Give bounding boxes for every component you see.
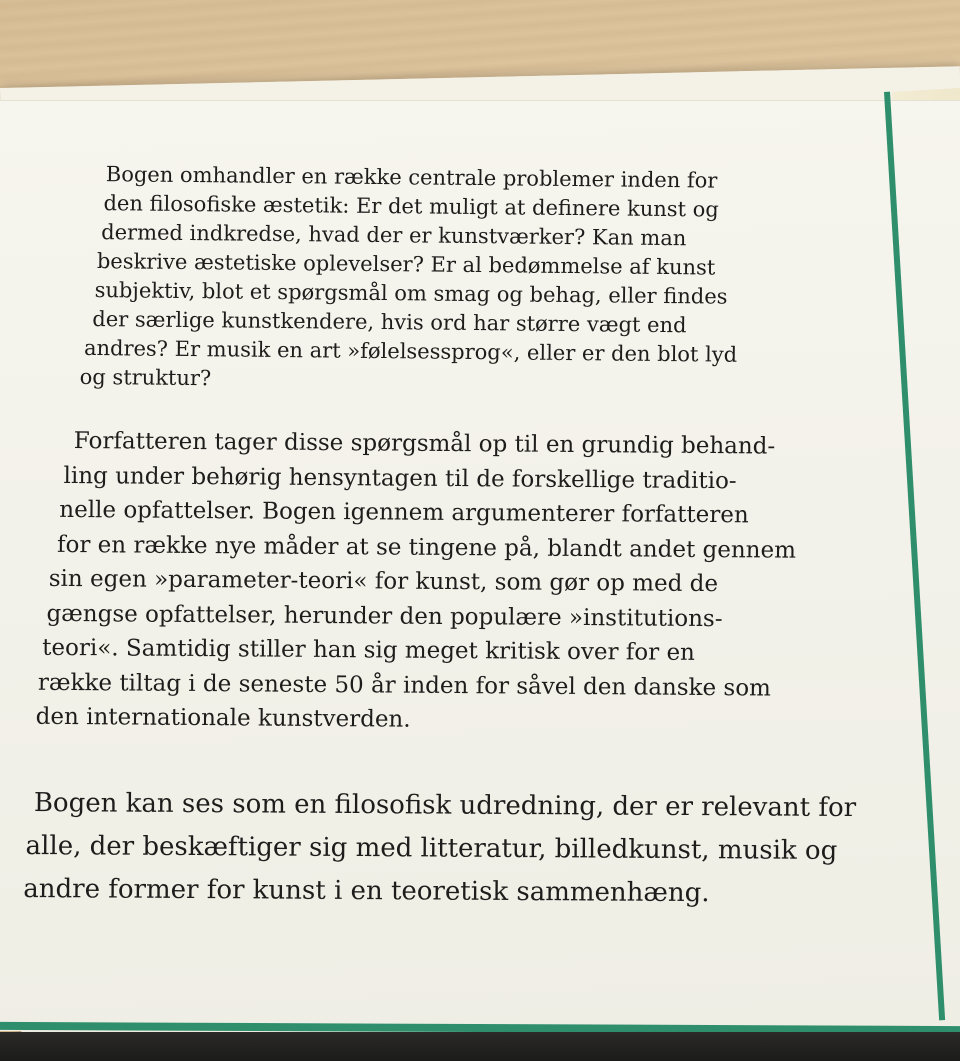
dark-cover-edge bbox=[0, 1032, 960, 1061]
blurb-line: for en række nye måder at se tingene på, blandt andet gennem bbox=[56, 531, 797, 564]
blurb-line: ling under behørig hensyntagen til de forskellige traditio- bbox=[63, 462, 737, 494]
blurb-line: den internationale kunstverden. bbox=[35, 703, 411, 733]
blurb-line: andre former for kunst i en teoretisk sammenhæng. bbox=[23, 873, 710, 909]
blurb-line: sin egen »parameter-teori« for kunst, som gør op med de bbox=[48, 565, 719, 598]
blurb-line: teori«. Samtidig stiller han sig meget kritisk over for en bbox=[42, 634, 696, 666]
blurb-paragraph-3 bbox=[23, 782, 856, 916]
blurb-line: den filosofiske æstetik: Er det muligt at definere kunst og bbox=[103, 191, 719, 222]
blurb-line: Bogen kan ses som en filosofisk udredning, der er relevant for bbox=[33, 788, 857, 824]
blurb-line: Bogen omhandler en række centrale problemer inden for bbox=[105, 162, 718, 193]
blurb-line: der særlige kunstkendere, hvis ord har større vægt end bbox=[92, 307, 687, 338]
blurb-line: andres? Er musik en art »følelsessprog«, eller er den blot lyd bbox=[83, 335, 738, 367]
blurb-line: subjektiv, blot et spørgsmål om smag og behag, eller findes bbox=[94, 278, 728, 309]
blurb-line: gængse opfattelser, herunder den populære »institutions- bbox=[46, 600, 723, 632]
blurb-line: Forfatteren tager disse spørgsmål op til en grundig behand- bbox=[73, 428, 776, 460]
blurb-line: nelle opfattelser. Bogen igennem argumenterer forfatteren bbox=[59, 496, 749, 529]
blurb-line: række tiltag i de seneste 50 år inden for såvel den danske som bbox=[37, 669, 772, 702]
blurb-line: og struktur? bbox=[79, 364, 212, 391]
blurb-line: beskrive æstetiske oplevelser? Er al bedømmelse af kunst bbox=[96, 249, 716, 280]
blurb-line: dermed indkredse, hvad der er kunstværker? Kan man bbox=[101, 220, 687, 251]
blurb-line: alle, der beskæftiger sig med litteratur, billedkunst, musik og bbox=[25, 831, 838, 866]
blurb-paragraph-2 bbox=[35, 424, 797, 740]
blurb-paragraph-1 bbox=[79, 160, 740, 399]
